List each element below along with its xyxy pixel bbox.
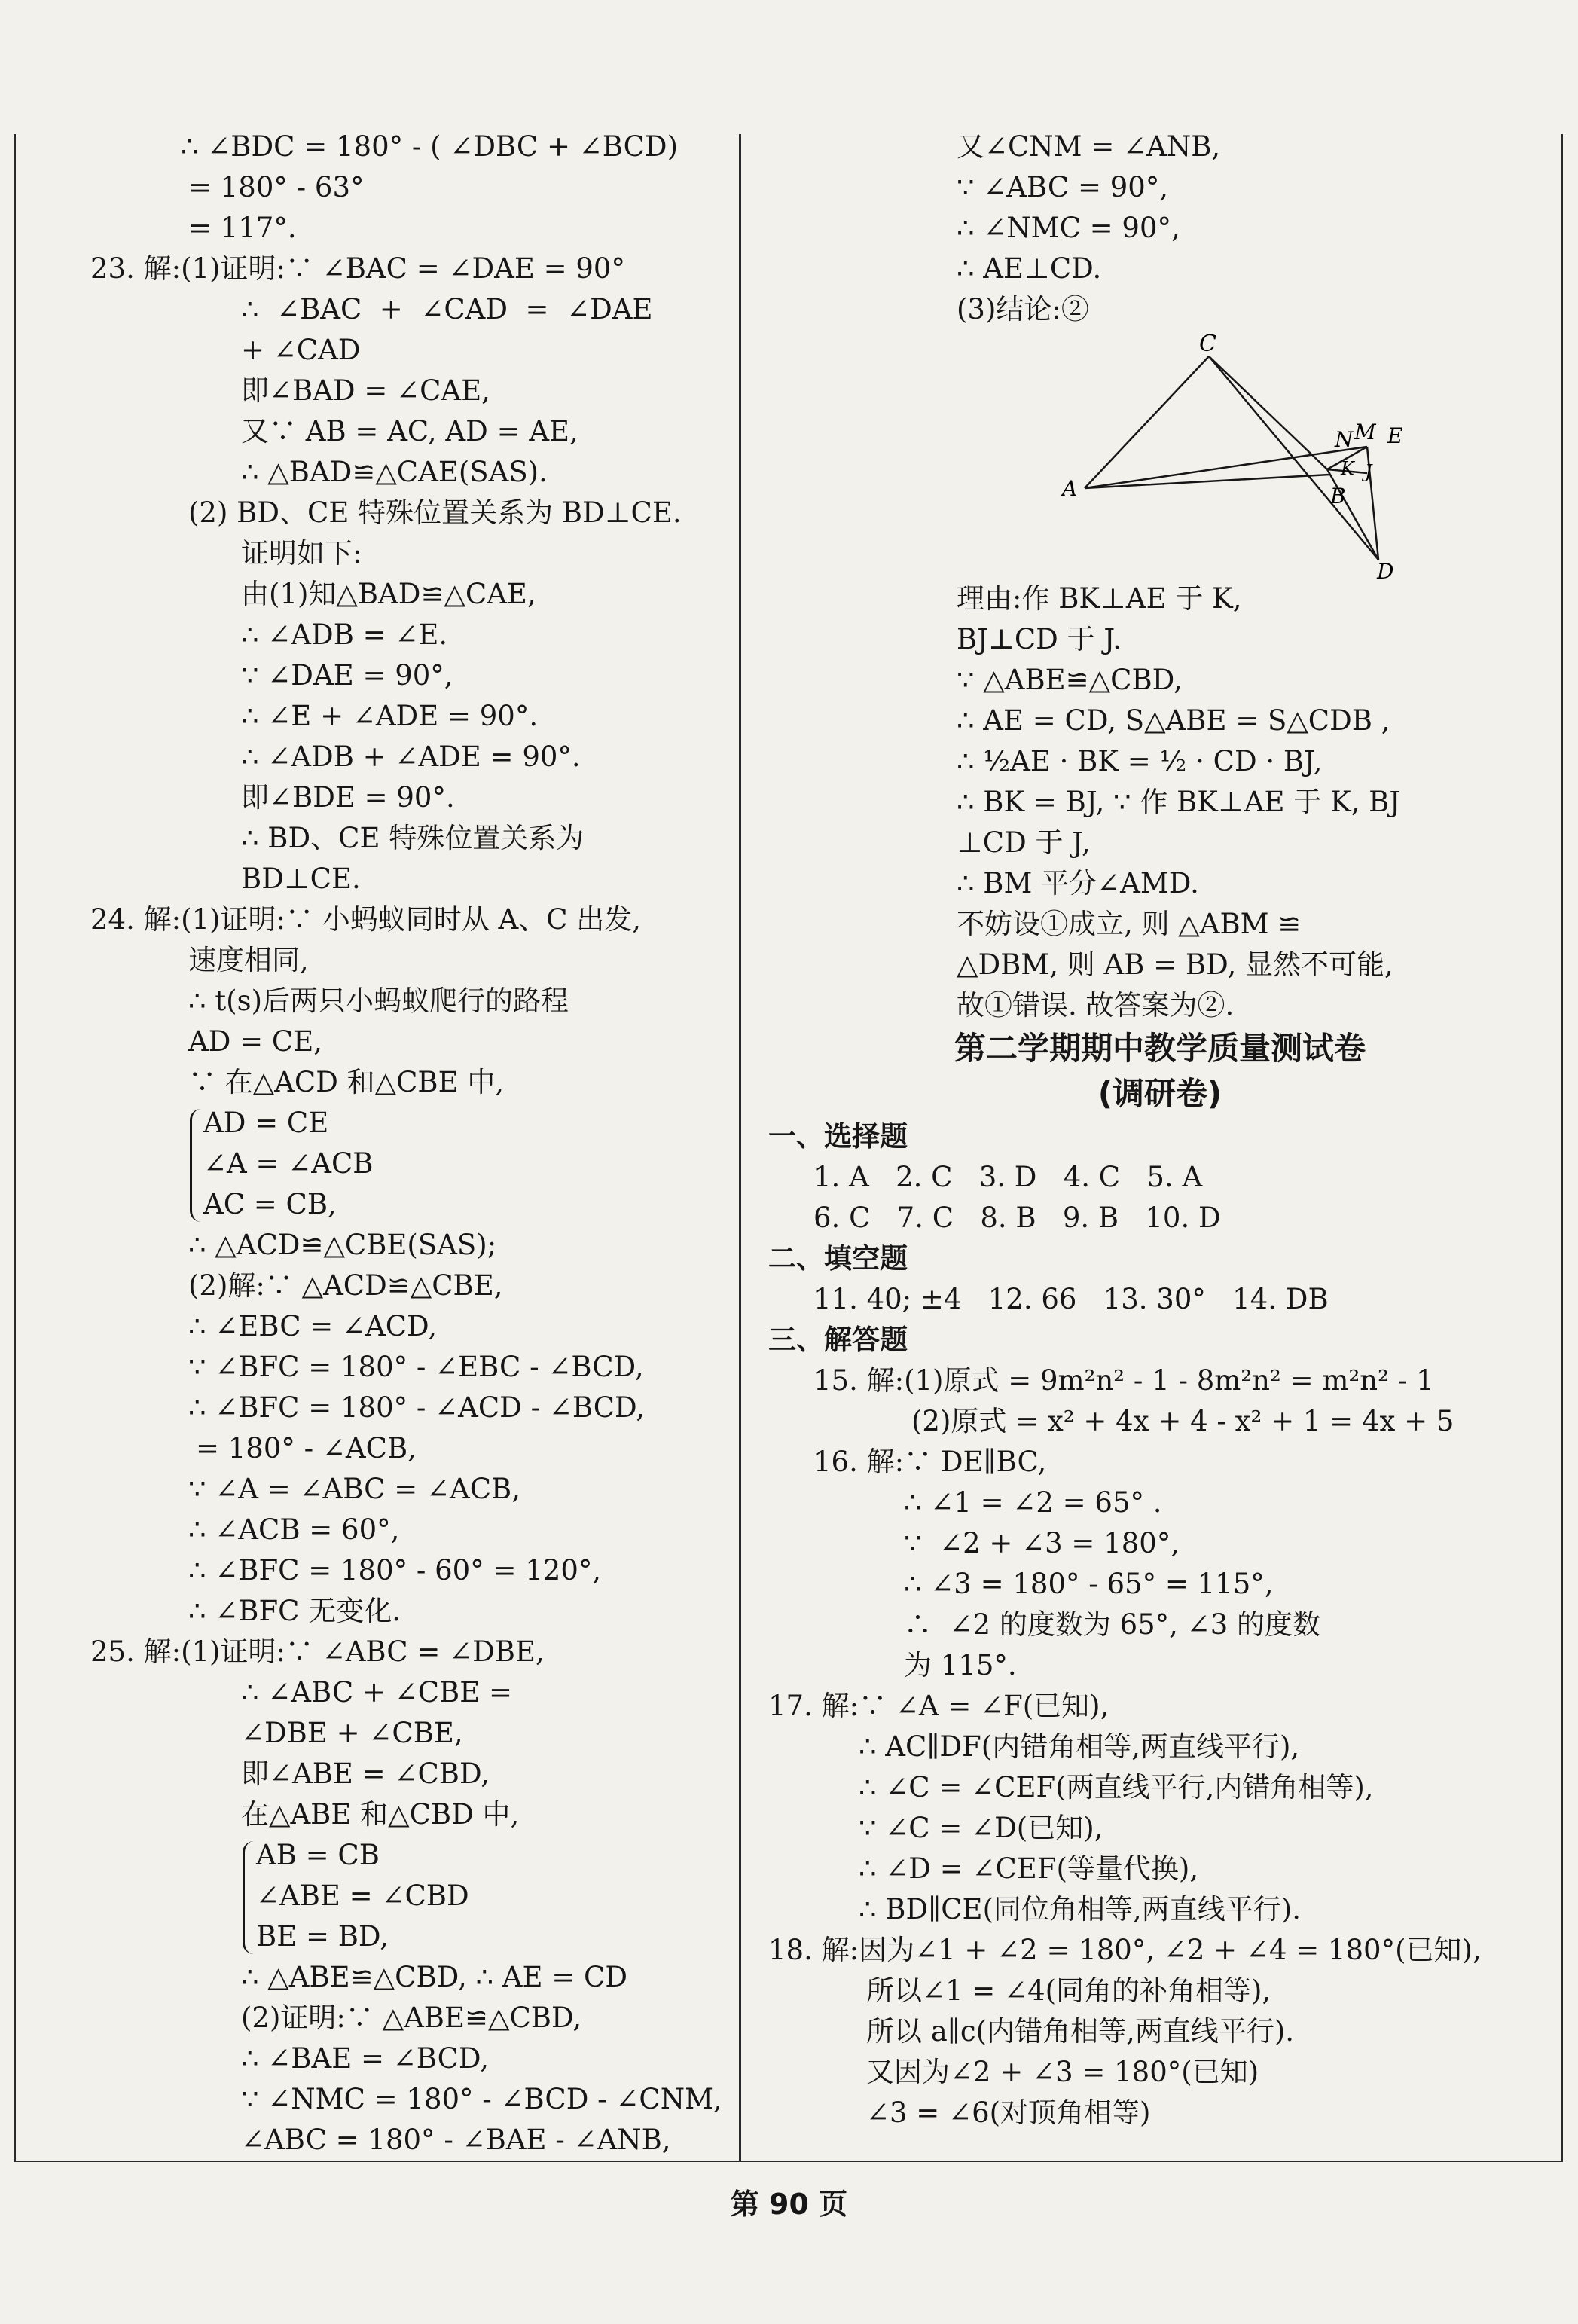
column-divider: [739, 134, 741, 2161]
label-a: A: [1062, 476, 1078, 501]
text-line: ∵ 在△ACD 和△CBE 中,: [188, 1066, 505, 1098]
section-heading: 三、解答题: [768, 1324, 908, 1356]
text-line: ∴ ∠BFC 无变化.: [188, 1595, 401, 1627]
page-number: 第 90 页: [730, 2188, 848, 2221]
text-line: AB = CB: [83, 1835, 731, 1876]
text-line: (2) BD、CE 特殊位置关系为 BD⊥CE.: [188, 496, 682, 529]
text-line: ∴ △ABE≌△CBD, ∴ AE = CD: [241, 1961, 628, 1993]
text-line: ∴ ∠BFC = 180° - ∠ACD - ∠BCD,: [188, 1391, 646, 1424]
label-b: B: [1330, 484, 1346, 508]
text-line: 由(1)知△BAD≌△CAE,: [241, 578, 536, 610]
geometry-figure: [768, 330, 1552, 579]
text-line: ∴ ½AE · BK = ½ · CD · BJ,: [957, 745, 1323, 777]
text-line: ∴ ∠ACB = 60°,: [188, 1513, 400, 1546]
text-line: 又∠CNM = ∠ANB,: [957, 130, 1221, 163]
text-line: BD⊥CE.: [241, 863, 361, 895]
label-m: M: [1354, 420, 1376, 444]
bottom-rule: [14, 2161, 1563, 2162]
text-line: 不妨设①成立, 则 △ABM ≌: [957, 908, 1302, 940]
text-line: ∴ ∠BDC = 180° - ( ∠DBC + ∠BCD): [181, 130, 679, 163]
text-line: AD = CE: [83, 1103, 731, 1144]
text-line: 故①错误. 故答案为②.: [957, 989, 1235, 1022]
text-line: 即∠BDE = 90°.: [241, 781, 455, 814]
text-line: AC = CB,: [203, 1188, 337, 1220]
text-line: ∵ ∠ABC = 90°,: [957, 171, 1169, 203]
text-line: ∴ ∠C = ∠CEF(两直线平行,内错角相等),: [859, 1771, 1374, 1803]
text-line: ∴ ∠ADB + ∠ADE = 90°.: [241, 741, 581, 773]
text-line: 23. 解:(1)证明:∵ ∠BAC = ∠DAE = 90°: [90, 252, 625, 285]
text-line: 即∠BAD = ∠CAE,: [241, 374, 490, 407]
text-line: = 117°.: [188, 212, 297, 244]
text-line: 证明如下:: [241, 537, 362, 570]
text-line: ∠DBE + ∠CBE,: [241, 1717, 463, 1749]
text-line: ∠ABC = 180° - ∠BAE - ∠ANB,: [241, 2124, 671, 2156]
right-column: [768, 127, 1552, 2133]
text-line: ∴ ∠1 = ∠2 = 65° .: [904, 1486, 1162, 1519]
text-line: 所以 a∥c(内错角相等,两直线平行).: [866, 2015, 1295, 2048]
text-line: (3)结论:②: [957, 293, 1089, 325]
text-line: 所以∠1 = ∠4(同角的补角相等),: [866, 1974, 1271, 2007]
text-line: 在△ABE 和△CBD 中,: [241, 1798, 520, 1831]
text-line: ∴ △ACD≌△CBE(SAS);: [188, 1229, 497, 1261]
text-line: ∵ ∠NMC = 180° - ∠BCD - ∠CNM,: [241, 2083, 722, 2115]
text-line: ∴ AC∥DF(内错角相等,两直线平行),: [859, 1730, 1300, 1763]
text-line: (2)证明:∵ △ABE≌△CBD,: [241, 2002, 582, 2034]
label-c: C: [1199, 331, 1216, 357]
text-line: 24. 解:(1)证明:∵ 小蚂蚁同时从 A、C 出发,: [90, 903, 642, 936]
text-line: 18. 解:因为∠1 + ∠2 = 180°, ∠2 + ∠4 = 180°(已知),: [768, 1934, 1482, 1966]
text-line: ∴ BD∥CE(同位角相等,两直线平行).: [859, 1893, 1301, 1925]
text-line: ∠3 = ∠6(对顶角相等): [866, 2096, 1151, 2129]
text-line: = 180° - ∠ACB,: [196, 1432, 417, 1464]
text-line: ∴ BD、CE 特殊位置关系为: [241, 822, 585, 854]
text-line: 15. 解:(1)原式 = 9m²n² - 1 - 8m²n² = m²n² - 1: [813, 1364, 1434, 1397]
text-line: ∴ AE = CD, S△ABE = S△CDB ,: [957, 704, 1390, 737]
text-line: 16. 解:∵ DE∥BC,: [813, 1446, 1047, 1478]
text-line: ⊥CD 于 J,: [957, 826, 1091, 859]
text-line: ∴ ∠BAE = ∠BCD,: [241, 2042, 490, 2075]
text-line: ∴ ∠ADB = ∠E.: [241, 618, 448, 651]
text-line: = 180° - 63°: [188, 171, 365, 203]
text-line: + ∠CAD: [241, 334, 361, 366]
text-line: ∴ ∠D = ∠CEF(等量代换),: [859, 1852, 1199, 1885]
text-line: △DBM, 则 AB = BD, 显然不可能,: [957, 948, 1393, 981]
section-heading: 二、填空题: [768, 1242, 908, 1275]
exam-title: 第二学期期中教学质量测试卷: [954, 1030, 1366, 1067]
text-line: ∴ ∠3 = 180° - 65° = 115°,: [904, 1568, 1274, 1600]
text-line: 17. 解:∵ ∠A = ∠F(已知),: [768, 1690, 1109, 1722]
text-line: ∵ ∠A = ∠ABC = ∠ACB,: [188, 1473, 520, 1505]
text-line: 25. 解:(1)证明:∵ ∠ABC = ∠DBE,: [90, 1635, 545, 1668]
label-k: K: [1341, 458, 1354, 479]
text-line: 11. 40; ±4 12. 66 13. 30° 14. DB: [813, 1283, 1329, 1315]
label-j: J: [1365, 461, 1372, 482]
text-line: ∵ ∠C = ∠D(已知),: [859, 1812, 1103, 1844]
label-n: N: [1335, 427, 1354, 452]
text-line: ∴ △BAD≌△CAE(SAS).: [241, 456, 548, 488]
text-line: ∵ ∠DAE = 90°,: [241, 659, 453, 692]
text-line: ∴ ∠ABC + ∠CBE =: [241, 1676, 513, 1709]
text-line: ∴ ∠E + ∠ADE = 90°.: [241, 700, 539, 732]
label-d: D: [1377, 559, 1394, 579]
text-line: ∠A = ∠ACB: [203, 1147, 374, 1180]
exam-subtitle: (调研卷): [1097, 1075, 1222, 1112]
text-line: ∴ ∠EBC = ∠ACD,: [188, 1310, 438, 1342]
text-line: ∴ AE⊥CD.: [957, 252, 1102, 285]
text-line: 又∵ AB = AC, AD = AE,: [241, 415, 578, 447]
left-border-rule: [14, 134, 16, 2161]
text-line: 1. A 2. C 3. D 4. C 5. A: [813, 1161, 1203, 1193]
text-line: 即∠ABE = ∠CBD,: [241, 1758, 490, 1790]
text-line: BJ⊥CD 于 J.: [957, 623, 1122, 655]
text-line: ∠ABE = ∠CBD: [256, 1880, 469, 1912]
text-line: 为 115°.: [904, 1649, 1017, 1681]
text-line: ∵ △ABE≌△CBD,: [957, 664, 1183, 696]
text-line: ∴ ∠2 的度数为 65°, ∠3 的度数: [904, 1608, 1320, 1641]
text-line: BE = BD,: [256, 1920, 389, 1953]
text-line: ∵ ∠BFC = 180° - ∠EBC - ∠BCD,: [188, 1351, 644, 1383]
left-column: [83, 127, 731, 2161]
text-line: ∴ BM 平分∠AMD.: [957, 867, 1199, 899]
text-line: (2)解:∵ △ACD≌△CBE,: [188, 1269, 503, 1302]
text-line: 又因为∠2 + ∠3 = 180°(已知): [866, 2056, 1259, 2088]
text-line: ∴ ∠NMC = 90°,: [957, 212, 1180, 244]
right-border-rule: [1561, 134, 1563, 2161]
label-e: E: [1387, 423, 1403, 448]
text-line: ∴ ∠BFC = 180° - 60° = 120°,: [188, 1554, 602, 1586]
text-line: AD = CE,: [188, 1025, 322, 1058]
text-line: 理由:作 BK⊥AE 于 K,: [957, 582, 1242, 615]
text-line: (2)原式 = x² + 4x + 4 - x² + 1 = 4x + 5: [911, 1405, 1454, 1437]
text-line: ∴ t(s)后两只小蚂蚁爬行的路程: [188, 985, 569, 1017]
section-heading: 一、选择题: [768, 1120, 908, 1153]
text-line: 速度相同,: [188, 944, 309, 976]
text-line: ∴ BK = BJ, ∵ 作 BK⊥AE 于 K, BJ: [957, 786, 1401, 818]
triangle-diagram: [768, 330, 1552, 579]
text-line: 6. C 7. C 8. B 9. B 10. D: [813, 1202, 1221, 1234]
text-line: ∵ ∠2 + ∠3 = 180°,: [904, 1527, 1180, 1559]
text-line: ∴ ∠BAC + ∠CAD = ∠DAE: [241, 293, 653, 325]
